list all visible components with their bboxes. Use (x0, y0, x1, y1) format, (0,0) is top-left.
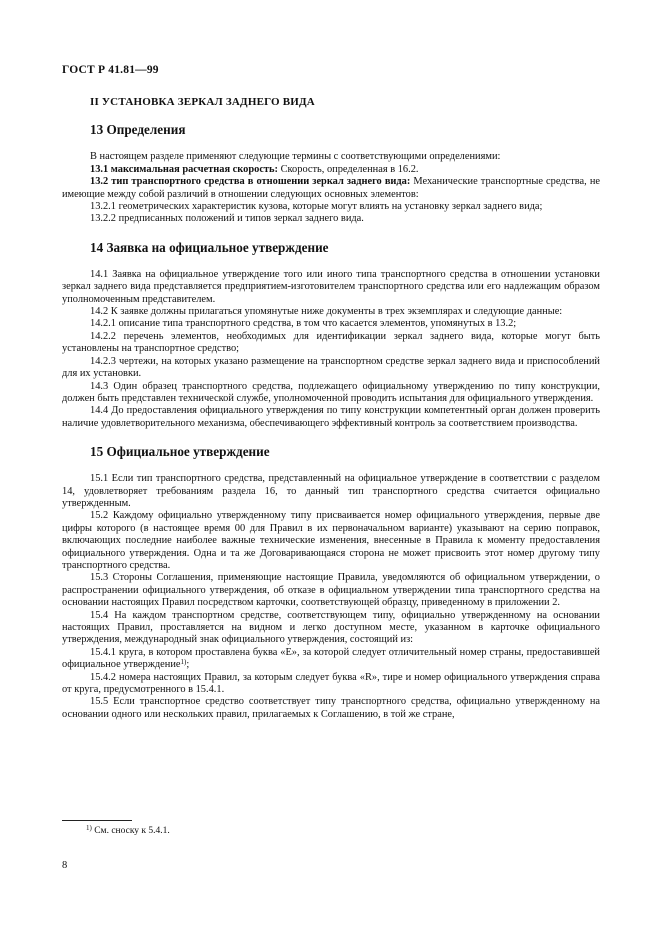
page-number: 8 (62, 860, 68, 871)
paragraph-text: 13.2.1 геометрических характеристик кузова, которые могут влиять на установку зеркал заднего вида; (90, 201, 543, 213)
paragraph-text: 15.4.2 номера настоящих Правил, за которым следует буква «R», тире и номер официального утверждения справа от круга, предусмотренного в 15.4.1. (62, 671, 600, 696)
footnote-marker: 1) (86, 824, 92, 832)
paragraph (62, 213, 600, 225)
paragraph-text: 14.4 До предоставления официального утверждения по типу конструкции компетентный орган должен проверить наличие удовлетворительного механизма, обеспечивающего эффективный контроль за соответствием производства. (62, 405, 600, 429)
paragraph (62, 164, 600, 176)
paragraph-text: 15.4 На каждом транспортном средстве, соответствующем типу, официально утвержденному на основании настоящих Правил, проставляется на видном и легко доступном месте, указанном в карточке официального утверждения, международный знак официального утверждения, состоящий из: (62, 609, 600, 646)
paragraph-text: 15.2 Каждому официально утвержденному типу присваивается номер официального утверждения, первые две цифры которого (в настоящее время 00 для Правил в их первоначальном варианте) указывают на серию поправок, включающих последние наиболее важные технические изменения, внесенные в Правила к моменту предоставления официального утверждения. Одна и та же Договаривающаяся сторона не может присвоить этот номер другому типу транспортного средства. (62, 510, 600, 571)
term-label: 13.2 тип транспортного средства в отношении зеркал заднего вида: (90, 176, 411, 188)
footnote (86, 826, 170, 836)
paragraph (62, 151, 600, 163)
paragraph-text-tail: ; (186, 659, 190, 671)
paragraph (62, 405, 600, 430)
paragraph-text: В настоящем разделе применяют следующие термины с соответствующими определениями: (90, 151, 501, 163)
paragraph-text: Скорость, определенная в 16.2. (278, 163, 419, 175)
paragraph (62, 201, 600, 213)
paragraph (62, 672, 600, 697)
paragraph (62, 647, 600, 672)
paragraph (62, 696, 600, 721)
paragraph (62, 176, 600, 201)
sections-container (62, 122, 600, 721)
paragraph-text: 14.2.2 перечень элементов, необходимых для идентификации зеркал заднего вида, которые могут быть установлены на транспортное средство; (62, 330, 600, 355)
paragraph (62, 473, 600, 510)
paragraph (62, 269, 600, 306)
section-title: 14 Заявка на официальное утверждение (90, 239, 329, 255)
paragraph (62, 510, 600, 572)
footnote-ref: 1) (180, 658, 187, 667)
term-label: 13.1 максимальная расчетная скорость: (90, 163, 278, 175)
footnote-text: См. сноску к 5.4.1. (91, 826, 170, 836)
footnote-divider (62, 820, 132, 821)
paragraph-text: 14.1 Заявка на официальное утверждение того или иного типа транспортного средства в отношении установки зеркал заднего вида представляется предприятием-изготовителем транспортного средства или его надлежащим образом уполномоченным представителем. (62, 268, 600, 305)
paragraph-text: 14.2.3 чертежи, на которых указано размещение на транспортном средстве зеркал заднего вида и приспособлений для их установки. (62, 355, 600, 380)
document-body (62, 90, 600, 721)
paragraph-text: 15.5 Если транспортное средство соответствует типу транспортного средства, официально утвержденному на основании одного или нескольких правил, прилагаемых к Соглашению, в той же стране, (62, 696, 600, 720)
part-title: II УСТАНОВКА ЗЕРКАЛ ЗАДНЕГО ВИДА (90, 96, 315, 108)
paragraph (62, 331, 600, 356)
paragraph (62, 381, 600, 406)
section-title: 13 Определения (90, 122, 186, 138)
paragraph-text: 13.2.2 предписанных положений и типов зеркал заднего вида. (90, 213, 364, 225)
paragraph-text: 14.2.1 описание типа транспортного средства, в том что касается элементов, упомянутых в 13.2; (90, 318, 517, 330)
paragraph-text: 15.4.1 круга, в котором проставлена буква «Е», за которой следует отличительный номер страны, предоставившей официальное утверждение (62, 646, 600, 671)
paragraph-text: 15.3 Стороны Соглашения, применяющие настоящие Правила, уведомляются об официальном утверждении, о распространении официального утверждения, об отказе в официальном утверждении типа транспортного средства на основании настоящих Правил посредством карточки, соответствующей образцу, приведенному в приложении 2. (62, 572, 600, 609)
paragraph (62, 356, 600, 381)
section-title: 15 Официальное утверждение (90, 444, 270, 460)
paragraph-text: Механические транспортные средства, не имеющие между собой различий в отношении следующих основных элементов: (62, 176, 600, 200)
paragraph (62, 572, 600, 609)
paragraph (62, 610, 600, 647)
document-header: ГОСТ Р 41.81—99 (62, 64, 159, 76)
paragraph-text: 15.1 Если тип транспортного средства, представленный на официальное утверждение в соответствии с разделом 14, удовлетворяет требованиям раздела 16, то данный тип транспортного средства считается официально утвержденным. (62, 473, 600, 509)
paragraph-text: 14.2 К заявке должны прилагаться упомянутые ниже документы в трех экземплярах и следующие данные: (90, 306, 563, 318)
paragraph (62, 306, 600, 318)
paragraph-text: 14.3 Один образец транспортного средства, подлежащего официальному утверждению по типу конструкции, должен быть представлен технической службе, уполномоченной проводить испытания для официального утверждения. (62, 380, 600, 404)
paragraph (62, 318, 600, 330)
